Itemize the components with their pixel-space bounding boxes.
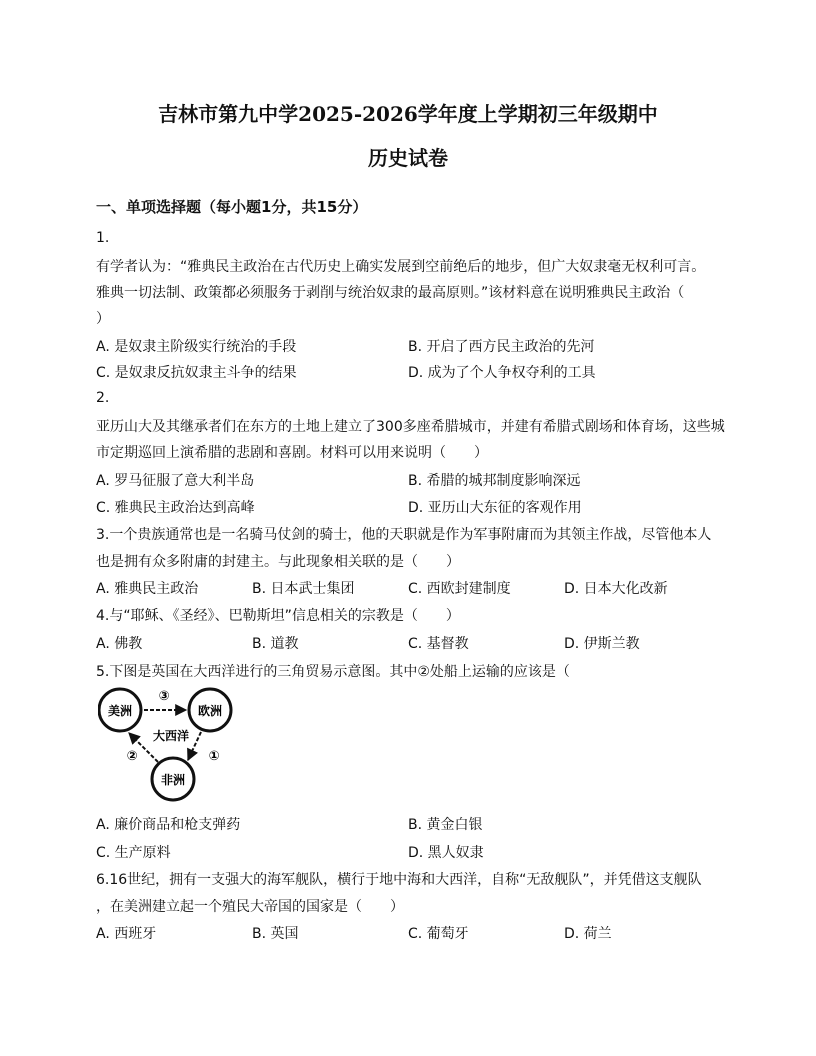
question-text-line: 有学者认为：“雅典民主政治在古代历史上确实发展到空前绝后的地步，但广大奴隶毫无权利可言。 bbox=[96, 259, 706, 275]
option-a[interactable]: A. 是奴隶主阶级实行统治的手段 bbox=[96, 339, 297, 355]
europe-label: 欧洲 bbox=[197, 704, 223, 718]
option-b[interactable]: B. 开启了西方民主政治的先河 bbox=[408, 339, 595, 355]
option-b[interactable]: B. 黄金白银 bbox=[408, 817, 483, 833]
option-a[interactable]: A. 廉价商品和枪支弹药 bbox=[96, 817, 241, 833]
question-text-line: 1. bbox=[96, 230, 110, 246]
option-c[interactable]: C. 是奴隶反抗奴隶主斗争的结果 bbox=[96, 365, 297, 381]
section-heading: 一、单项选择题（每小题1分，共15分） bbox=[96, 198, 368, 216]
option-b[interactable]: B. 日本武士集团 bbox=[252, 581, 355, 597]
question-text-line: 5.下图是英国在大西洋进行的三角贸易示意图。其中②处船上运输的应该是（ bbox=[96, 664, 570, 680]
route-marker-3: ③ bbox=[158, 689, 170, 704]
option-d[interactable]: D. 伊斯兰教 bbox=[564, 636, 640, 652]
option-a[interactable]: A. 佛教 bbox=[96, 636, 143, 652]
option-a[interactable]: A. 西班牙 bbox=[96, 926, 157, 942]
option-b[interactable]: B. 道教 bbox=[252, 636, 299, 652]
question-text-line: 也是拥有众多附庸的封建主。与此现象相关联的是（ ） bbox=[96, 554, 460, 570]
option-c[interactable]: C. 葡萄牙 bbox=[408, 926, 469, 942]
question-text-line: ） bbox=[96, 311, 110, 327]
question-text-line: ，在美洲建立起一个殖民大帝国的国家是（ ） bbox=[96, 899, 404, 915]
triangle-trade-diagram bbox=[98, 682, 248, 804]
route-marker-2: ② bbox=[126, 749, 138, 764]
option-c[interactable]: C. 基督教 bbox=[408, 636, 469, 652]
question-text-line: 2. bbox=[96, 390, 110, 406]
question-text-line: 亚历山大及其继承者们在东方的土地上建立了300多座希腊城市，并建有希腊式剧场和体育场，这些城 bbox=[96, 419, 725, 435]
option-c[interactable]: C. 西欧封建制度 bbox=[408, 581, 511, 597]
option-d[interactable]: D. 荷兰 bbox=[564, 926, 612, 942]
option-b[interactable]: B. 英国 bbox=[252, 926, 299, 942]
option-b[interactable]: B. 希腊的城邦制度影响深远 bbox=[408, 473, 581, 489]
question-text-line: 6.16世纪，拥有一支强大的海军舰队，横行于地中海和大西洋，自称“无敌舰队”，并凭借这支舰队 bbox=[96, 872, 702, 888]
option-d[interactable]: D. 成为了个人争权夺利的工具 bbox=[408, 365, 596, 381]
option-d[interactable]: D. 日本大化改新 bbox=[564, 581, 668, 597]
ocean-label: 大西洋 bbox=[152, 729, 190, 743]
option-a[interactable]: A. 罗马征服了意大利半岛 bbox=[96, 473, 255, 489]
question-text-line: 市定期巡回上演希腊的悲剧和喜剧。材料可以用来说明（ ） bbox=[96, 445, 488, 461]
page-title-line2: 历史试卷 bbox=[368, 146, 448, 170]
america-label: 美洲 bbox=[107, 704, 133, 718]
option-c[interactable]: C. 生产原料 bbox=[96, 845, 171, 861]
route-marker-1: ① bbox=[208, 749, 220, 764]
africa-label: 非洲 bbox=[160, 773, 186, 787]
question-text-line: 4.与“耶稣、《圣经》、巴勒斯坦”信息相关的宗教是（ ） bbox=[96, 608, 460, 624]
question-text-line: 雅典一切法制、政策都必须服务于剥削与统治奴隶的最高原则。”该材料意在说明雅典民主政治（ bbox=[96, 285, 685, 301]
question-text-line: 3.一个贵族通常也是一名骑马仗剑的骑士，他的天职就是作为军事附庸而为其领主作战，尽管他本人 bbox=[96, 527, 712, 543]
arrow-europe-africa bbox=[188, 732, 201, 760]
option-c[interactable]: C. 雅典民主政治达到高峰 bbox=[96, 500, 255, 516]
option-d[interactable]: D. 亚历山大东征的客观作用 bbox=[408, 500, 582, 516]
option-d[interactable]: D. 黑人奴隶 bbox=[408, 845, 484, 861]
page-title-line1: 吉林市第九中学2025-2026学年度上学期初三年级期中 bbox=[158, 102, 658, 126]
option-a[interactable]: A. 雅典民主政治 bbox=[96, 581, 199, 597]
